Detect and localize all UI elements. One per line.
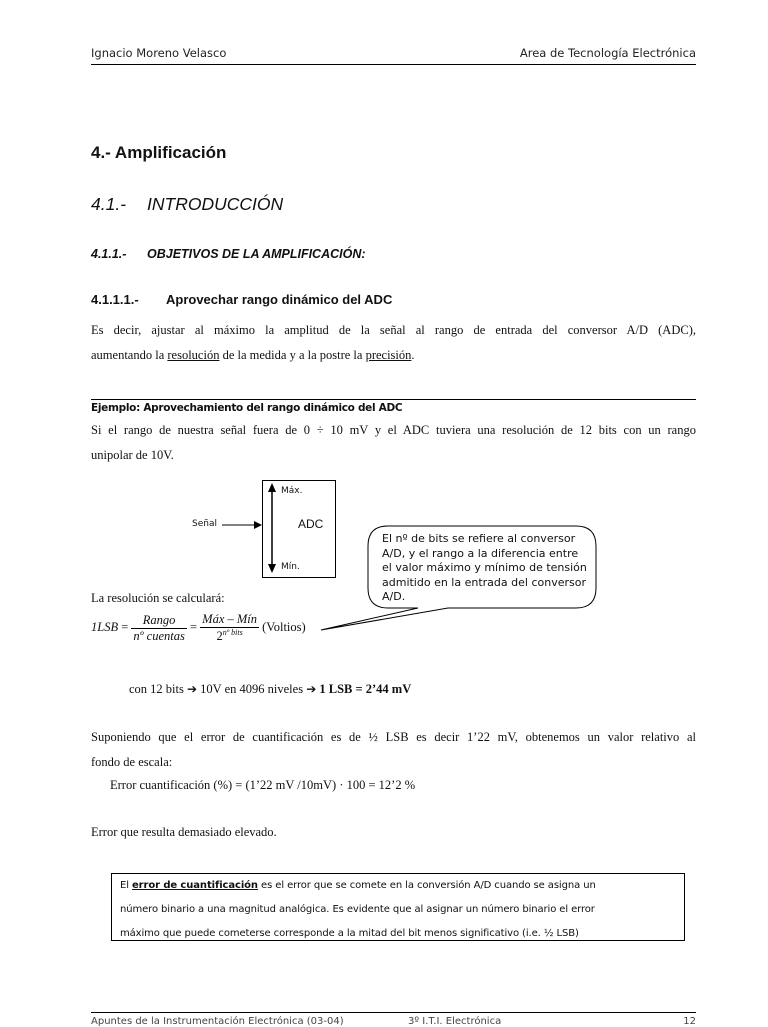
example-rule	[91, 399, 696, 400]
error-line-2: fondo de escala:	[91, 755, 173, 769]
example-line-1: Si el rango de nuestra señal fuera de 0 ÷ 10 mV y el ADC tuviera una resolución de 12 bits con un rango	[91, 423, 696, 437]
signal-arrow-icon	[222, 518, 264, 532]
header-department: Area de Tecnología Electrónica	[519, 46, 696, 60]
callout-text: El nº de bits se refiere al conversor A/D, y el rango a la diferencia entre el valor máximo y mínimo de tensión admitido en la entrada del conversor A/D.	[382, 532, 587, 603]
footer-rule	[91, 1012, 696, 1013]
error-line-1: Suponiendo que el error de cuantificación es de ½ LSB es decir 1’22 mV, obtenemos un valor relativo al	[91, 730, 696, 744]
example-line-2: unipolar de 10V.	[91, 448, 174, 462]
header-author: Ignacio Moreno Velasco	[91, 46, 227, 60]
example-title: Ejemplo: Aprovechamiento del rango dinámico del ADC	[91, 402, 403, 414]
formula-intro: La resolución se calculará:	[91, 591, 225, 605]
intro-line-1: Es decir, ajustar al máximo la amplitud de la señal al rango de entrada del conversor A/D (ADC),	[91, 323, 696, 337]
resolucion-term: resolución	[167, 348, 220, 362]
footer-left: Apuntes de la Instrumentación Electrónica (03-04)	[91, 1016, 344, 1027]
signal-label: Señal	[192, 519, 217, 529]
lsb-formula: 1LSB = $\frac{\text{Rango}}{\text{nº cuentas}}$ = $\frac{\text{Máx – Mín}}{2^{nº bits}}$ (Voltios)	[91, 612, 306, 644]
header-rule	[91, 64, 696, 65]
definition-line-1: El error de cuantificación es el error que se comete en la conversión A/D cuando se asigna un	[120, 880, 596, 891]
adc-label: ADC	[298, 517, 324, 531]
max-label: Máx.	[281, 486, 303, 496]
footer-page-number: 12	[683, 1016, 696, 1027]
definition-line-3: máximo que puede cometerse corresponde a la mitad del bit menos significativo (i.e. ½ LSB)	[120, 928, 579, 939]
error-formula: Error cuantificación (%) = (1’22 mV /10mV) · 100 = 12’2 %	[110, 778, 416, 792]
precision-term: precisión	[365, 348, 412, 362]
error-conclusion: Error que resulta demasiado elevado.	[91, 825, 277, 839]
fraction-rango: $\frac{\text{Rango}}{\text{nº cuentas}}$	[133, 612, 185, 643]
subsection-heading: 4.1.1.- OBJETIVOS DE LA AMPLIFICACIÓN:	[91, 247, 366, 261]
chapter-heading: 4.- Amplificación	[91, 143, 227, 162]
range-arrow-icon	[262, 480, 282, 576]
definition-box	[111, 873, 685, 941]
min-label: Mín.	[281, 562, 300, 572]
intro-line-2: aumentando la resolución de la medida y a la postre la precisión.	[91, 348, 415, 362]
subsubsection-heading: 4.1.1.1.- Aprovechar rango dinámico del ADC	[91, 292, 393, 307]
section-heading: 4.1.- INTRODUCCIÓN	[91, 194, 284, 214]
footer-center: 3º I.T.I. Electrónica	[408, 1016, 502, 1027]
definition-line-2: número binario a una magnitud analógica. Es evidente que al asignar un número binario el error	[120, 904, 595, 915]
calc-line: con 12 bits ➔ 10V en 4096 niveles ➔ 1 LSB = 2’44 mV	[129, 682, 412, 696]
fraction-maxmin: $\frac{\text{Máx – Mín}}{2^{nº bits}}$	[202, 612, 258, 644]
arrow-right-icon: ➔	[306, 682, 317, 696]
arrow-right-icon: ➔	[186, 682, 198, 696]
definition-term: error de cuantificación	[131, 880, 258, 891]
